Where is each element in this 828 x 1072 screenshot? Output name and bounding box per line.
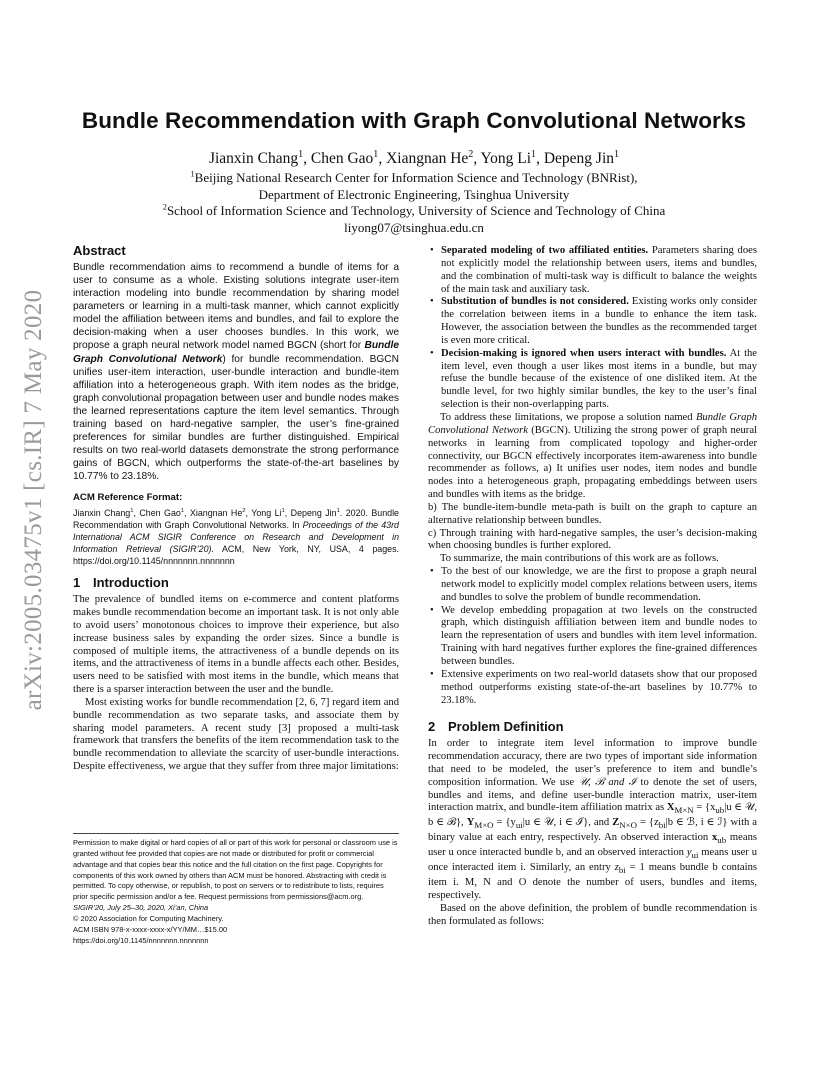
right-column <box>428 245 757 929</box>
author-name: Depeng Jin <box>543 150 614 167</box>
contributions-list <box>428 566 757 707</box>
copyright-footnote <box>73 838 399 946</box>
problem-paragraph: In order to integrate item level information to improve bundle recommendation accuracy, there are two types of important side information that need to be modeled, the user’s preference to item and bundle’s composition information. We use 𝒰, ℬ and ℐ to denote the set of users, bundles and items, and define user-bundle interaction matrix, user-item interaction matrix, and bundle-item affiliation matrix as $X_{M\times N} = \{x_{ub}|u$ ∈ 𝒰, b ∈ ℬ}, $Y_{M\times O} = \{y_{ui}|u$ ∈ 𝒰, i ∈ ℐ}, and $Z_{N\times O} = \{z_{bi}|b$ ∈ ℬ, i ∈ ℐ} with a binary value at each entry, respectively. An observed interaction $x_{ub}$ means user u once interacted bundle b, and an observed interaction $y_{ui}$ means user u once interacted item i. Similarly, an entry $z_{bi} = 1$ means bundle b contains item i. M, N and O denote the number of users, bundles and items, respectively. <box>428 738 758 902</box>
body-paragraph: c) Through training with hard-negative samples, the user’s decision-making when choosing bundles is further explored. <box>428 527 757 552</box>
author-list: Jianxin Chang$^1$, Chen Gao$^1$, Xiangnan He$^2$, Yong Li$^1$, Depeng Jin$^1$ <box>208 148 620 167</box>
affiliation-1-department: Department of Electronic Engineering, Tsinghua University <box>258 187 570 202</box>
list-item: • We develop embedding propagation at two levels on the constructed graph, which distinguish affiliation between item and bundle nodes to learn the representation of users and bundles with item level information. Training with hard negatives further explores the fine-grained differences between bundles. <box>441 605 757 669</box>
acm-reference-heading: ACM Reference Format: <box>73 492 183 504</box>
abstract-body: Bundle recommendation aims to recommend a bundle of items for a user to consume as a whole. Existing solutions integrate user-item interaction modeling into bundle recommendation by sharing model parameters or learning in a multi-task manner, which cannot explicitly model the affiliation between items and bundles, and fail to explore the decision-making when a user chooses bundles. In this work, we propose a graph neural network model named BGCN (short for Bundle Graph Convolutional Network) for bundle recommendation. BGCN unifies user-item interaction, user-bundle interaction and bundle-item affiliation into a heterogeneous graph. With item nodes as the bridge, graph convolutional propagation between user and bundle nodes makes the learned representations capture the item level semantics. Through training based on hard-negative sampler, the user’s fine-grained preferences for similar bundles are further distinguished. Empirical results on two real-world datasets demonstrate the strong performance gains of BGCN, which outperforms the state-of-the-art baselines by 10.77% to 23.18%. <box>73 261 400 483</box>
list-item: • Substitution of bundles is not considered. Existing works only consider the correlation between items in a bundle to enhance the item task. However, the association between the bundles as the recommended target is even more critical. <box>441 296 757 347</box>
isbn-line: ACM ISBN 978-x-xxxx-xxxx-x/YY/MM…$15.00 <box>73 924 228 934</box>
arxiv-identifier-stamp: arXiv:2005.03475v1 [cs.IR] 7 May 2020 <box>20 289 47 711</box>
copyright-line: © 2020 Association for Computing Machinery. <box>73 913 224 923</box>
contact-email: liyong07@tsinghua.edu.cn <box>344 220 484 235</box>
author-name: Xiangnan He <box>386 150 469 167</box>
author-name: Jianxin Chang <box>208 150 299 167</box>
problem-paragraph: Based on the above definition, the problem of bundle recommendation is then formulated as follows: <box>428 902 757 927</box>
doi-line: https://doi.org/10.1145/nnnnnnn.nnnnnnn <box>73 935 209 945</box>
body-paragraph: To address these limitations, we propose a solution named Bundle Graph Convolutional Network (BGCN). Utilizing the strong power of graph neural networks in learning from complicated topology and higher-order connectivity, our BGCN effectively incorporates item-awareness into bundle recommender as follows, a) It unifies user nodes, item nodes and bundle nodes into a heterogeneous graph, propagating embeddings between users and bundles with items as the bridge. <box>428 411 757 501</box>
intro-paragraph: The prevalence of bundled items on e-commerce and content platforms makes bundle recommendation become an important task. It is not only able to avoid users’ monotonous choices to improve their experience, but also increase business sales by expanding the order sizes. Since a bundle is composed of multiple items, the attractiveness of a bundle depends on its items, and the attractiveness of items in a bundle affects each other. Besides, users need to be satisfied with most items in the bundle, which means that there is a sparser interaction between the user and the bundle. <box>73 594 399 696</box>
body-paragraph: To summarize, the main contributions of this work are as follows. <box>440 553 719 565</box>
list-item: • To the best of our knowledge, we are the first to propose a graph neural network model to explicitly model complex relations between users, items and bundles to solve the problem of bundle recommendation. <box>441 566 757 605</box>
conference-line: SIGIR’20, July 25–30, 2020, Xi’an, China <box>73 903 209 913</box>
left-column <box>73 245 399 774</box>
footnote-divider <box>73 833 399 834</box>
section-heading-problem-definition: 2 Problem Definition <box>428 719 564 735</box>
author-name: Chen Gao <box>310 150 374 167</box>
paper-title: Bundle Recommendation with Graph Convolutional Networks <box>81 108 747 133</box>
affiliation-1: $^1$Beijing National Research Center for Information Science and Technology (BNRist), <box>190 168 638 185</box>
list-item: • Separated modeling of two affiliated entities. Parameters sharing does not explicitly model the relationship between users, items and bundles, and the combination of multi-task way is difficult to balance the weights of the main task and auxiliary task. <box>441 245 757 296</box>
author-name: Yong Li <box>480 150 532 167</box>
affiliation-2: $^2$School of Information Science and Technology, University of Science and Technology of China <box>162 201 666 218</box>
body-paragraph: b) The bundle-item-bundle meta-path is built on the graph to capture an alternative relationship between bundles. <box>428 501 757 526</box>
limitations-list <box>428 245 757 412</box>
permission-notice: Permission to make digital or hard copies of all or part of this work for personal or classroom use is granted without fee provided that copies are not made or distributed for profit or commercial advantage and that copies bear this notice and the full citation on the first page. Copyrights for components of this work owned by others than ACM must be honored. Abstracting with credit is permitted. To copy otherwise, or republish, to post on servers or to redistribute to lists, requires prior specific permission and/or a fee. Request permissions from permissions@acm.org. <box>73 838 398 902</box>
abstract-heading: Abstract <box>73 243 126 258</box>
acm-reference-text: Jianxin Chang$^1$, Chen Gao$^1$, Xiangnan He$^2$, Yong Li$^1$, Depeng Jin$^1$. 2020. Bundle Recommendation with Graph Convolutional Networks. In Proceedings of the 43rd International ACM SIGIR Conference on Research and Development in Information Retrieval (SIGIR’20). ACM, New York, NY, USA, 4 pages. https://doi.org/10.1145/nnnnnnn.nnnnnnn <box>73 508 399 567</box>
intro-paragraph: Most existing works for bundle recommendation [2, 6, 7] regard item and bundle recommendation as two separate tasks, and associate them by sharing model parameters. A recent study [3] proposed a multi-task framework that transfers the benefits of the item recommendation task to the bundle recommendation to alleviate the scarcity of user-bundle interactions. Despite effectiveness, we argue that they suffer from three major limitations: <box>73 696 399 773</box>
list-item: • Decision-making is ignored when users interact with bundles. At the item level, even though a user likes most items in a bundle, but may refuse the bundle because of the existence of one disliked item. At the bundle level, for two highly similar bundles, the key to the user’s final selection is their non-overlapping parts. <box>441 348 757 412</box>
list-item: • Extensive experiments on two real-world datasets show that our proposed method outperforms existing state-of-the-art baselines by 10.77% to 23.18%. <box>441 669 757 708</box>
section-heading-introduction: 1 Introduction <box>73 575 169 591</box>
